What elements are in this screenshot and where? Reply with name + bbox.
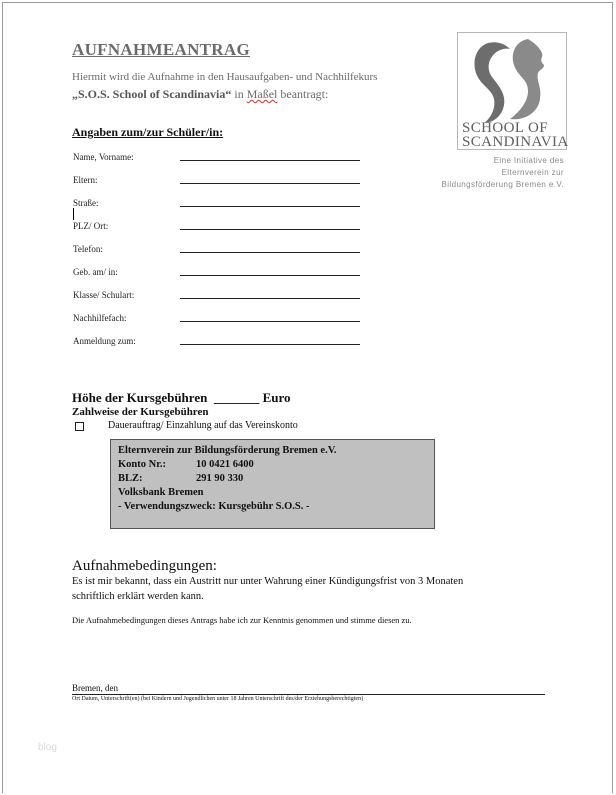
standing-order-label: Dauerauftrag/ Einzahlung auf das Vereinskonto xyxy=(108,420,298,431)
conditions-text-1: Es ist mir bekannt, dass ein Austritt nur unter Wahrung einer Kündigungsfrist von 3 Monaten xyxy=(72,576,464,587)
bank-details-box xyxy=(110,439,435,529)
tagline-line-3: Bildungsförderung Bremen e.V. xyxy=(441,180,564,189)
field-input-start[interactable] xyxy=(180,344,360,345)
field-label-start: Anmeldung zum: xyxy=(73,336,136,346)
intro-suffix-post: beantragt: xyxy=(277,87,329,101)
intro-place: Maßel xyxy=(246,87,278,101)
fees-line xyxy=(72,390,291,406)
logo-line-2: SCANDINAVIA xyxy=(462,134,569,150)
signature-place: Bremen, den xyxy=(72,683,118,693)
tagline-line-1: Eine Initiative des xyxy=(493,156,564,165)
bank-blz-row xyxy=(118,473,244,484)
blz-label: BLZ: xyxy=(118,473,143,484)
field-input-street[interactable] xyxy=(180,206,360,207)
field-label-zip-city: PLZ/ Ort: xyxy=(73,221,109,231)
konto-value: 10 0421 6400 xyxy=(196,459,254,470)
conditions-text-3: Die Aufnahmebedingungen dieses Antrags habe ich zur Kenntnis genommen und stimme diesen zu. xyxy=(72,615,412,625)
standing-order-checkbox[interactable] xyxy=(75,422,84,431)
bank-account-row xyxy=(118,459,254,470)
field-input-birth[interactable] xyxy=(180,275,360,276)
field-input-subject[interactable] xyxy=(180,321,360,322)
field-input-phone[interactable] xyxy=(180,252,360,253)
field-label-street: Straße: xyxy=(73,198,99,208)
bank-purpose: - Verwendungszweck: Kursgebühr S.O.S. - xyxy=(118,501,310,512)
intro-school-line xyxy=(72,87,328,102)
field-label-phone: Telefon: xyxy=(73,244,103,254)
conditions-heading: Aufnahmebedingungen: xyxy=(72,558,217,574)
field-input-name[interactable] xyxy=(180,160,360,161)
conditions-text-2: schriftlich erklärt werden kann. xyxy=(72,591,204,602)
fees-amount-blank[interactable]: _______ xyxy=(213,390,260,405)
payment-heading: Zahlweise der Kursgebühren xyxy=(72,406,209,418)
bank-account-holder: Elternverein zur Bildungsförderung Bremen e.V. xyxy=(118,445,337,456)
konto-label: Konto Nr.: xyxy=(118,459,167,470)
fees-label: Höhe der Kursgebühren xyxy=(72,390,208,405)
field-input-zip-city[interactable] xyxy=(180,229,360,230)
field-label-name: Name, Vorname: xyxy=(73,152,134,162)
logo-wordmark xyxy=(462,121,569,149)
field-input-class[interactable] xyxy=(180,298,360,299)
text-cursor xyxy=(73,208,74,220)
field-label-birth: Geb. am/ in: xyxy=(73,267,118,277)
tagline-line-2: Elternverein zur xyxy=(501,168,564,177)
field-label-class: Klasse/ Schulart: xyxy=(73,290,135,300)
intro-line: Hiermit wird die Aufnahme in den Hausaufgaben- und Nachhilfekurs xyxy=(72,71,378,83)
bank-name: Volksbank Bremen xyxy=(118,487,204,498)
fees-currency: Euro xyxy=(262,390,291,405)
logo-tagline xyxy=(442,155,565,191)
school-name: „S.O.S. School of Scandinavia“ xyxy=(72,87,232,101)
intro-suffix-pre: in xyxy=(231,87,247,101)
signature-line[interactable] xyxy=(72,694,545,695)
logo-line-1: SCHOOL OF xyxy=(462,120,548,136)
student-section-heading: Angaben zum/zur Schüler/in: xyxy=(72,125,224,139)
blz-value: 291 90 330 xyxy=(196,473,244,484)
field-label-subject: Nachhilfefach: xyxy=(73,313,127,323)
field-input-parents[interactable] xyxy=(180,183,360,184)
watermark: blog xyxy=(38,742,57,753)
field-label-parents: Eltern: xyxy=(73,175,98,185)
signature-caption: Ort Datum, Unterschrift(en) (bei Kindern und Jugendlichen unter 18 Jahren Unterschrift des/der Erziehungsberechtigten) xyxy=(72,696,364,702)
page-title: AUFNAHMEANTRAG xyxy=(72,40,250,59)
